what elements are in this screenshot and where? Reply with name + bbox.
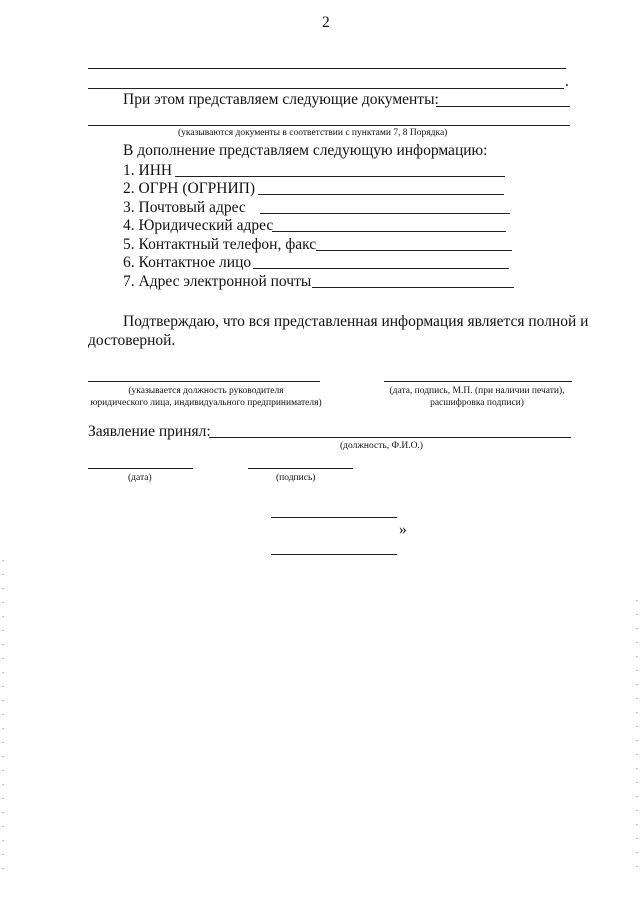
signature-blank <box>248 468 353 469</box>
documents-blank-2 <box>88 125 570 126</box>
accepted-hint: (должность, Ф.И.О.) <box>340 441 423 451</box>
signature-left-hint-2: юридического лица, индивидуального предпринимателя) <box>90 398 322 408</box>
blank-line-top-1 <box>88 68 566 69</box>
scan-edge-right <box>636 600 638 880</box>
info-item-phone-fax: 5. Контактный телефон, факс <box>123 236 317 253</box>
info-item-postal-address-blank <box>260 213 510 214</box>
bottom-blank-1 <box>271 517 397 518</box>
documents-label: При этом представляем следующие документы: <box>123 91 439 108</box>
accepted-blank <box>209 437 571 438</box>
trailing-period: . <box>565 73 569 90</box>
info-item-legal-address-blank <box>272 231 506 232</box>
documents-blank <box>436 106 570 107</box>
date-blank <box>88 468 193 469</box>
signature-left-hint-1: (указывается должность руководителя <box>128 386 284 396</box>
info-item-contact-person: 6. Контактное лицо <box>123 254 252 271</box>
signature-right-hint-1: (дата, подпись, М.П. (при наличии печати), <box>389 386 565 396</box>
info-item-ogrn: 2. ОГРН (ОГРНИП) <box>123 180 256 197</box>
date-hint: (дата) <box>128 473 152 483</box>
info-item-phone-fax-blank <box>316 250 512 251</box>
info-item-email-blank <box>312 287 514 288</box>
blank-line-top-2 <box>88 88 564 89</box>
signature-right-hint-2: расшифровка подписи) <box>430 398 524 408</box>
info-item-postal-address: 3. Почтовый адрес <box>123 199 246 216</box>
bottom-blank-2 <box>271 554 397 555</box>
confirmation-line-2: достоверной. <box>88 332 176 349</box>
signature-left-blank <box>88 381 320 382</box>
info-item-legal-address: 4. Юридический адрес <box>123 217 274 234</box>
info-item-inn-blank <box>175 176 505 177</box>
info-item-email: 7. Адрес электронной почты <box>123 273 312 290</box>
confirmation-line-1: Подтверждаю, что вся представленная информация является полной и <box>123 313 589 330</box>
closing-quote-mark: » <box>399 521 407 538</box>
info-item-contact-person-blank <box>253 268 509 269</box>
page-number: 2 <box>322 14 330 31</box>
info-item-ogrn-blank <box>258 194 504 195</box>
additional-info-intro: В дополнение представляем следующую информацию: <box>123 142 488 159</box>
documents-hint: (указываются документы в соответствии с пунктами 7, 8 Порядка) <box>178 128 448 138</box>
signature-hint: (подпись) <box>276 473 316 483</box>
info-item-inn: 1. ИНН <box>123 162 173 179</box>
scan-edge-left <box>2 560 4 880</box>
accepted-label: Заявление принял: <box>88 423 211 440</box>
signature-right-blank <box>384 381 572 382</box>
